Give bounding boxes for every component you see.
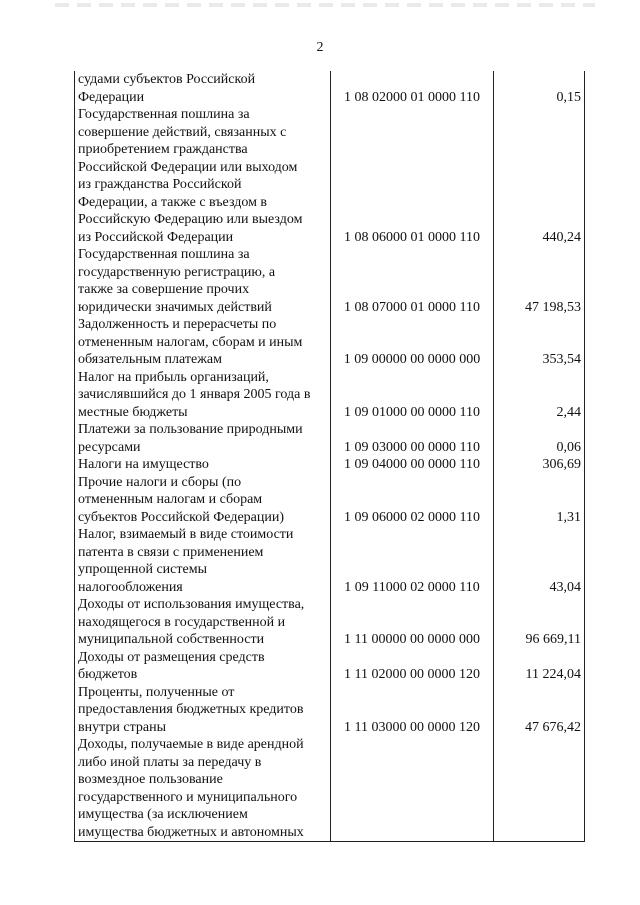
revenue-name-cell: Налог на прибыль организаций, зачислявшийся до 1 января 2005 года в местные бюджеты: [75, 369, 331, 422]
amount-cell: 43,04: [494, 526, 585, 596]
table-row: [75, 71, 585, 106]
table-row: [75, 421, 585, 456]
amount-cell: [494, 736, 585, 842]
table-row: [75, 246, 585, 316]
budget-code-cell: 1 09 06000 02 0000 110: [331, 474, 494, 527]
revenue-name-cell: Проценты, полученные от предоставления бюджетных кредитов внутри страны: [75, 684, 331, 737]
budget-code-cell: 1 11 00000 00 0000 000: [331, 596, 494, 649]
amount-cell: 1,31: [494, 474, 585, 527]
page-number: 2: [316, 40, 324, 55]
revenue-name-cell: Доходы от размещения средств бюджетов: [75, 649, 331, 684]
amount-cell: 0,06: [494, 421, 585, 456]
budget-code-cell: 1 08 07000 01 0000 110: [331, 246, 494, 316]
budget-code-cell: 1 09 04000 00 0000 110: [331, 456, 494, 474]
budget-code-cell: 1 09 00000 00 0000 000: [331, 316, 494, 369]
amount-cell: 47 198,53: [494, 246, 585, 316]
amount-cell: 47 676,42: [494, 684, 585, 737]
revenue-name-cell: Платежи за пользование природными ресурсами: [75, 421, 331, 456]
revenue-name-cell: Налог, взимаемый в виде стоимости патента в связи с применением упрощенной системы налогообложения: [75, 526, 331, 596]
revenue-name-cell: Государственная пошлина за совершение действий, связанных с приобретением гражданства Российской Федерации или выходом из гражданства Российской Федерации, а также с въездом в Российскую Федерацию или выездом из Российской Федерации: [75, 106, 331, 246]
revenue-name-cell: Налоги на имущество: [75, 456, 331, 474]
table-row: [75, 474, 585, 527]
table-row: [75, 684, 585, 737]
table-row: [75, 106, 585, 246]
amount-cell: 440,24: [494, 106, 585, 246]
table-row: [75, 369, 585, 422]
budget-code-cell: 1 09 01000 00 0000 110: [331, 369, 494, 422]
amount-cell: 0,15: [494, 71, 585, 106]
budget-code-cell: 1 08 02000 01 0000 110: [331, 71, 494, 106]
amount-cell: 353,54: [494, 316, 585, 369]
budget-code-cell: 1 09 11000 02 0000 110: [331, 526, 494, 596]
table-row: [75, 456, 585, 474]
table-row: [75, 649, 585, 684]
scan-artifact: [55, 3, 595, 7]
amount-cell: 306,69: [494, 456, 585, 474]
budget-code-cell: 1 08 06000 01 0000 110: [331, 106, 494, 246]
revenue-name-cell: Прочие налоги и сборы (по отмененным налогам и сборам субъектов Российской Федерации): [75, 474, 331, 527]
revenue-name-cell: судами субъектов Российской Федерации: [75, 71, 331, 106]
revenue-table: [74, 71, 585, 842]
amount-cell: 2,44: [494, 369, 585, 422]
revenue-name-cell: Государственная пошлина за государственную регистрацию, а также за совершение прочих юридически значимых действий: [75, 246, 331, 316]
table-row: [75, 316, 585, 369]
table-row: [75, 526, 585, 596]
budget-code-cell: 1 09 03000 00 0000 110: [331, 421, 494, 456]
amount-cell: 96 669,11: [494, 596, 585, 649]
revenue-name-cell: Задолженность и перерасчеты по отмененным налогам, сборам и иным обязательным платежам: [75, 316, 331, 369]
budget-code-cell: 1 11 02000 00 0000 120: [331, 649, 494, 684]
budget-code-cell: [331, 736, 494, 842]
revenue-name-cell: Доходы, получаемые в виде арендной либо иной платы за передачу в возмездное пользование государственного и муниципального имущества (за исключением имущества бюджетных и автономных: [75, 736, 331, 842]
budget-code-cell: 1 11 03000 00 0000 120: [331, 684, 494, 737]
table-row: [75, 736, 585, 842]
table-row: [75, 596, 585, 649]
revenue-name-cell: Доходы от использования имущества, находящегося в государственной и муниципальной собственности: [75, 596, 331, 649]
amount-cell: 11 224,04: [494, 649, 585, 684]
